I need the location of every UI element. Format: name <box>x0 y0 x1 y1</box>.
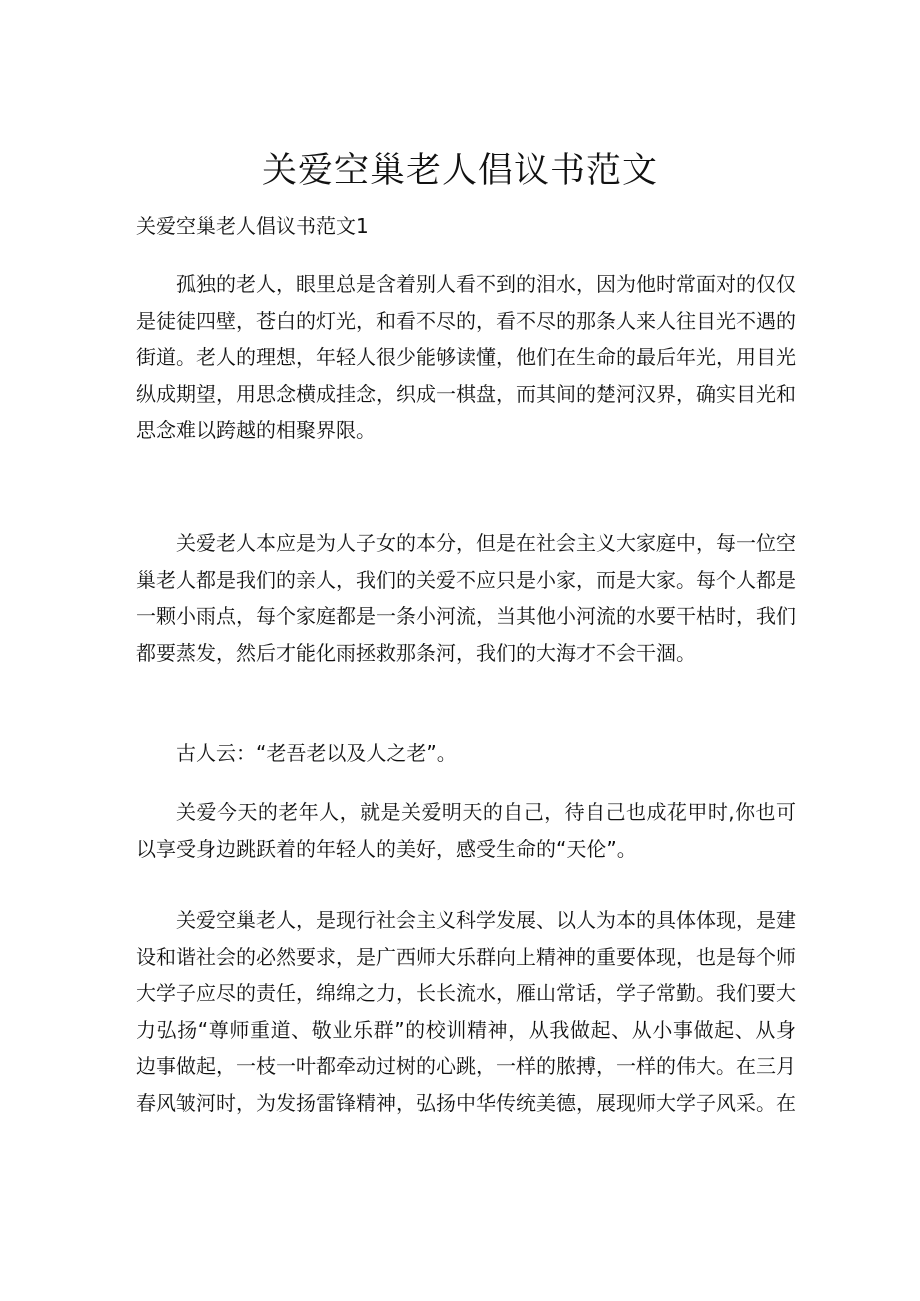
document-subtitle: 关爱空巢老人倡议书范文1 <box>136 214 369 238</box>
paragraph-line: 大学子应尽的责任，绵绵之力，长长流水，雁山常话，学子常勤。我们要大 <box>136 981 796 1005</box>
paragraph-line: 一颗小雨点，每个家庭都是一条小河流，当其他小河流的水要干枯时，我们 <box>136 604 796 628</box>
paragraph-line: 街道。老人的理想，年轻人很少能够读懂，他们在生命的最后年光，用目光 <box>136 345 796 369</box>
paragraph-line: 关爱今天的老年人，就是关爱明天的自己，待自己也成花甲时,你也可 <box>176 800 796 824</box>
paragraph-line: 关爱老人本应是为人子女的本分，但是在社会主义大家庭中，每一位空 <box>176 531 796 555</box>
paragraph-line: 力弘扬“尊师重道、敬业乐群”的校训精神，从我做起、从小事做起、从身 <box>136 1017 796 1042</box>
paragraph-line: 都要蒸发，然后才能化雨拯救那条河，我们的大海才不会干涸。 <box>136 640 696 665</box>
paragraph-5 <box>136 902 796 1121</box>
paragraph-line: 纵成期望，用思念横成挂念，织成一棋盘，而其间的楚河汉界，确实目光和 <box>136 381 796 406</box>
paragraph-line: 思念难以跨越的相聚界限。 <box>136 418 376 442</box>
paragraph-line: 关爱空巢老人，是现行社会主义科学发展、以人为本的具体体现，是建 <box>176 908 796 932</box>
paragraph-line: 以享受身边跳跃着的年轻人的美好，感受生命的“天伦”。 <box>136 836 637 861</box>
paragraph-1 <box>136 266 796 449</box>
paragraph-line: 是徒徒四壁，苍白的灯光，和看不尽的，看不尽的那条人来人往目光不遇的 <box>136 308 796 333</box>
paragraph-line: 春风皱河时，为发扬雷锋精神，弘扬中华传统美德，展现师大学子风采。在 <box>136 1090 796 1115</box>
paragraph-line: 巢老人都是我们的亲人，我们的关爱不应只是小家，而是大家。每个人都是 <box>136 567 796 592</box>
paragraph-4 <box>136 794 796 867</box>
document-title: 关爱空巢老人倡议书范文 <box>261 151 658 191</box>
paragraph-line: 古人云：“老吾老以及人之老”。 <box>176 741 457 765</box>
paragraph-3 <box>136 735 796 772</box>
paragraph-line: 设和谐社会的必然要求，是广西师大乐群向上精神的重要体现，也是每个师 <box>136 944 796 969</box>
paragraph-line: 孤独的老人，眼里总是含着别人看不到的泪水，因为他时常面对的仅仅 <box>176 272 796 296</box>
paragraph-line: 边事做起，一枝一叶都牵动过树的心跳，一样的脓搏，一样的伟大。在三月 <box>136 1054 796 1078</box>
paragraph-2 <box>136 525 796 671</box>
